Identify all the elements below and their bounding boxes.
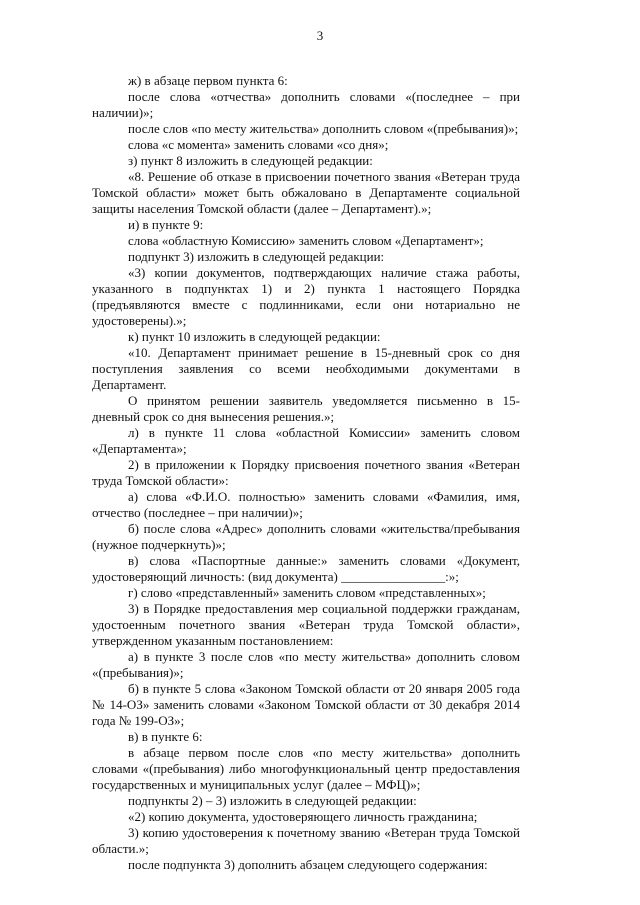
paragraph: 3) в Порядке предоставления мер социальной поддержки гражданам, удостоенным почетного звания «Ветеран труда Томской области», утвержденном указанным постановлением: <box>92 601 520 648</box>
document-body <box>92 73 520 873</box>
paragraph: ж) в абзаце первом пункта 6: <box>128 73 288 88</box>
paragraph: «3) копии документов, подтверждающих наличие стажа работы, указанного в подпунктах 1) и 2) пункта 1 настоящего Порядка (предъявляются вместе с подлинниками, если они нотариально не удостоверены).»; <box>92 265 520 328</box>
paragraph: подпункты 2) – 3) изложить в следующей редакции: <box>128 793 417 808</box>
paragraph: в) в пункте 6: <box>128 729 203 744</box>
page-number: 3 <box>316 28 324 43</box>
paragraph: а) в пункте 3 после слов «по месту жительства» дополнить словом «(пребывания)»; <box>92 649 520 680</box>
paragraph: слова «областную Комиссию» заменить словом «Департамент»; <box>128 233 484 248</box>
paragraph: в) слова «Паспортные данные:» заменить словами «Документ, удостоверяющий личность: (вид документа) ________________:»; <box>92 553 520 584</box>
paragraph: б) после слова «Адрес» дополнить словами «жительства/пребывания (нужное подчеркнуть)»; <box>92 521 520 552</box>
paragraph: в абзаце первом после слов «по месту жительства» дополнить словами «(пребывания) либо многофункциональный центр предоставления государственных и муниципальных услуг (далее – МФЦ)»; <box>92 745 520 792</box>
paragraph: з) пункт 8 изложить в следующей редакции: <box>128 153 373 168</box>
paragraph: «8. Решение об отказе в присвоении почетного звания «Ветеран труда Томской области» может быть обжаловано в Департаменте социальной защиты населения Томской области (далее – Департамент).»; <box>92 169 520 216</box>
paragraph: л) в пункте 11 слова «областной Комиссии» заменить словом «Департамента»; <box>92 425 520 456</box>
paragraph: «10. Департамент принимает решение в 15-дневный срок со дня поступления заявления со всеми необходимыми документами в Департамент. <box>92 345 520 392</box>
paragraph: б) в пункте 5 слова «Законом Томской области от 20 января 2005 года № 14-ОЗ» заменить словами «Законом Томской области от 30 декабря 2014 года № 199-ОЗ»; <box>92 681 520 728</box>
paragraph: а) слова «Ф.И.О. полностью» заменить словами «Фамилия, имя, отчество (последнее – при наличии)»; <box>92 489 520 520</box>
paragraph: после слов «по месту жительства» дополнить словом «(пребывания)»; <box>128 121 519 136</box>
paragraph: после слова «отчества» дополнить словами «(последнее – при наличии)»; <box>92 89 520 120</box>
paragraph: 3) копию удостоверения к почетному званию «Ветеран труда Томской области.»; <box>92 825 520 856</box>
paragraph: слова «с момента» заменить словами «со дня»; <box>128 137 389 152</box>
paragraph: подпункт 3) изложить в следующей редакции: <box>128 249 385 264</box>
paragraph: 2) в приложении к Порядку присвоения почетного звания «Ветеран труда Томской области»: <box>92 457 520 488</box>
paragraph: г) слово «представленный» заменить словом «представленных»; <box>128 585 486 600</box>
paragraph: и) в пункте 9: <box>128 217 204 232</box>
paragraph: «2) копию документа, удостоверяющего личность гражданина; <box>128 809 478 824</box>
paragraph: к) пункт 10 изложить в следующей редакции: <box>128 329 381 344</box>
paragraph: после подпункта 3) дополнить абзацем следующего содержания: <box>128 857 488 872</box>
paragraph: О принятом решении заявитель уведомляется письменно в 15-дневный срок со дня вынесения решения.»; <box>92 393 520 424</box>
